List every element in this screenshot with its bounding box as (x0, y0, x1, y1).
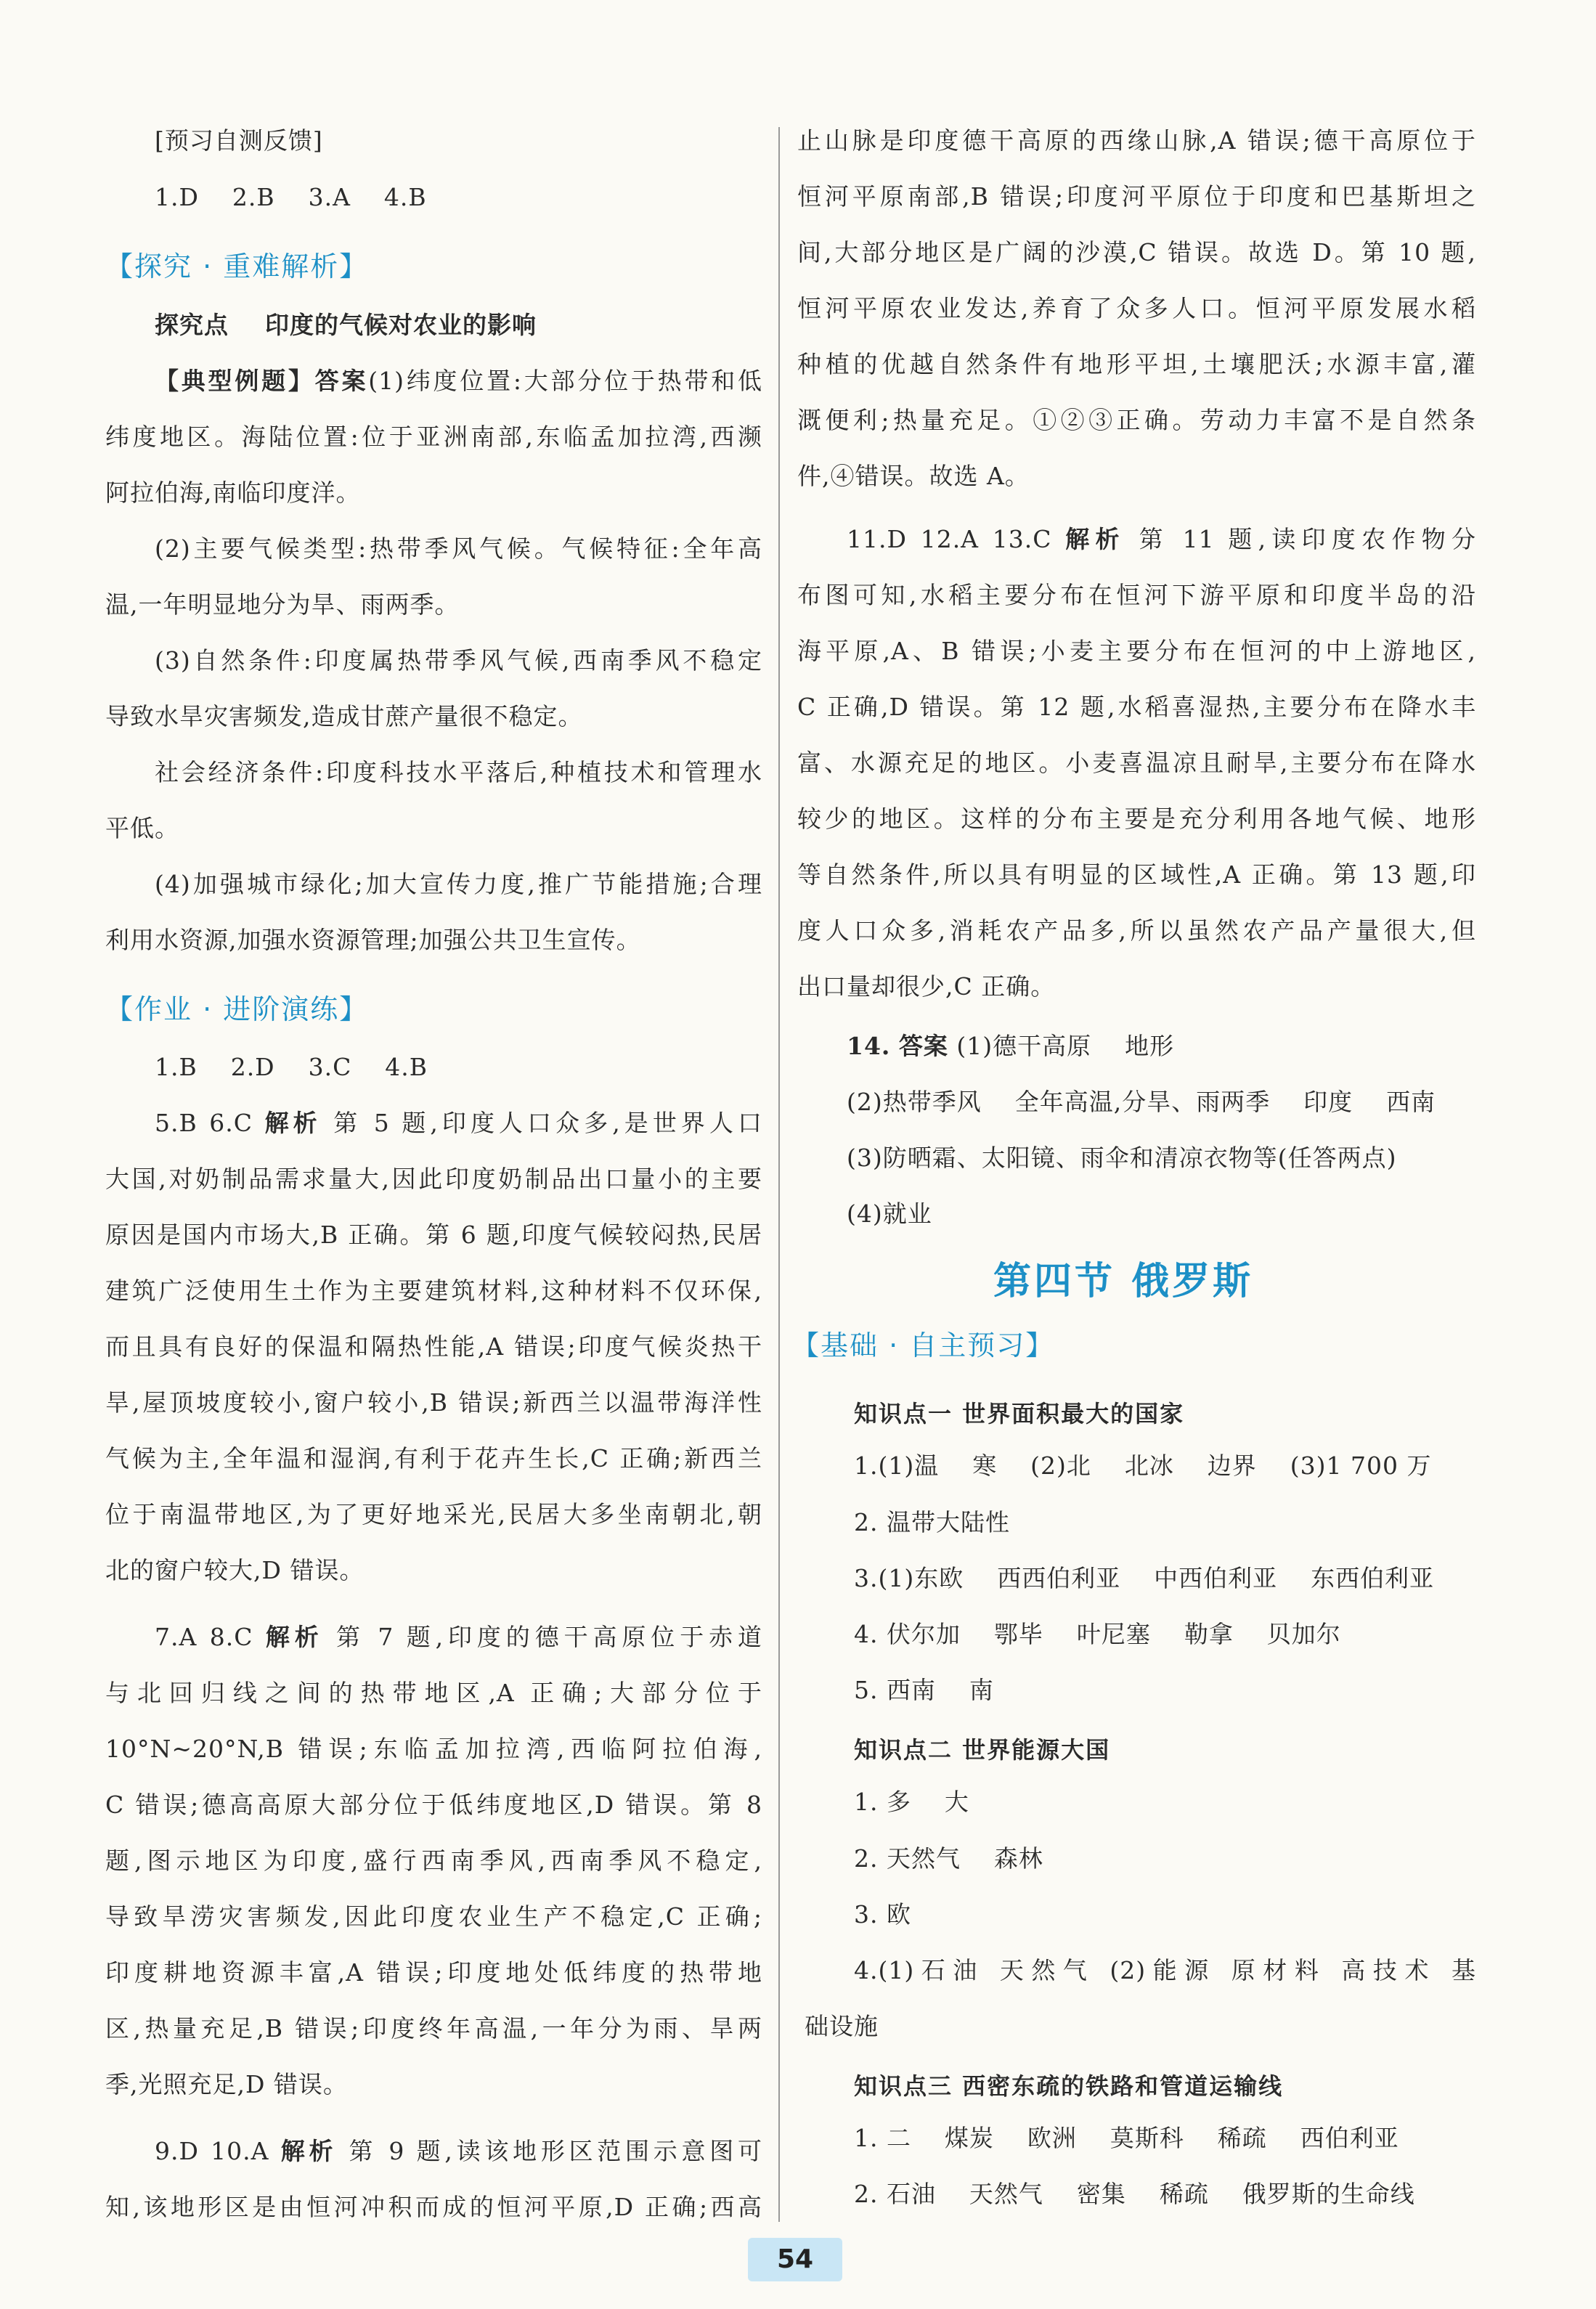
q7-8-line-5: 题,图示地区为印度,盛行西南季风,西南季风不稳定, (105, 1846, 762, 1875)
q7-8-line-4: C 错误;德高高原大部分位于低纬度地区,D 错误。第 8 (105, 1791, 762, 1819)
kp2-item-4: 4.(1)石油 天然气 (2)能源 原材料 高技术 基 (854, 1956, 1476, 1984)
chapter-title: 第四节 俄罗斯 (993, 1260, 1254, 1303)
q7-8-line-3: 10°N~20°N,B 错误;东临孟加拉湾,西临阿拉伯海, (105, 1735, 762, 1763)
knowledge-point-2-title: 知识点二 世界能源大国 (854, 1736, 1111, 1764)
q11-13-line-6: 较少的地区。这样的分布主要是充分利用各地气候、地形 (797, 805, 1476, 833)
example-line-5: 温,一年明显地分为旱、雨两季。 (105, 590, 460, 619)
kp1-item-2: 2. 温带大陆性 (854, 1508, 1010, 1536)
q7-8-line-2: 与北回归线之间的热带地区,A 正确;大部分位于 (105, 1679, 762, 1707)
example-line-8: 社会经济条件:印度科技水平落后,种植技术和管理水 (155, 758, 762, 786)
q9-10-cont-line-7: 件,④错误。故选 A。 (797, 462, 1030, 490)
kp3-item-2: 2. 石油 天然气 密集 稀疏 俄罗斯的生命线 (854, 2180, 1415, 2208)
q9-10-cont-line-4: 恒河平原农业发达,养育了众多人口。恒河平原发展水稻 (797, 294, 1476, 322)
q9-10-cont-line-3: 间,大部分地区是广阔的沙漠,C 错误。故选 D。第 10 题, (797, 238, 1476, 266)
q11-13-line-2: 布图可知,水稻主要分布在恒河下游平原和印度半岛的沿 (797, 581, 1476, 609)
example-line-7: 导致水旱灾害频发,造成甘蔗产量很不稳定。 (105, 702, 583, 730)
q14-line-1: 14. 答案 (1)德干高原 地形 (847, 1032, 1175, 1060)
q5-6-line-5: 而且具有良好的保温和隔热性能,A 错误;印度气候炎热干 (105, 1332, 762, 1361)
homework-answers: 1.B 2.D 3.C 4.B (155, 1053, 428, 1081)
q9-10-cont-line-1: 止山脉是印度德干高原的西缘山脉,A 错误;德干高原位于 (797, 126, 1476, 155)
knowledge-point-3-title: 知识点三 西密东疏的铁路和管道运输线 (854, 2072, 1284, 2100)
explore-point-title: 探究点 印度的气候对农业的影响 (155, 311, 537, 339)
q7-8-line-1: 7.A 8.C 解析 第 7 题,印度的德干高原位于赤道 (155, 1623, 762, 1651)
q11-13-line-1: 11.D 12.A 13.C 解析 第 11 题,读印度农作物分 (847, 525, 1476, 553)
q5-6-line-8: 位于南温带地区,为了更好地采光,民居大多坐南朝北,朝 (105, 1500, 762, 1528)
kp1-item-4: 4. 伏尔加 鄂毕 叶尼塞 勒拿 贝加尔 (854, 1620, 1341, 1648)
q7-8-line-7: 印度耕地资源丰富,A 错误;印度地处低纬度的热带地 (105, 1958, 762, 1987)
q9-10-cont-line-6: 溉便利;热量充足。①②③正确。劳动力丰富不是自然条 (797, 406, 1476, 434)
q11-13-line-7: 等自然条件,所以具有明显的区域性,A 正确。第 13 题,印 (797, 860, 1476, 889)
example-line-2: 纬度地区。海陆位置:位于亚洲南部,东临孟加拉湾,西濒 (105, 423, 762, 451)
q9-10-line-1: 9.D 10.A 解析 第 9 题,读该地形区范围示意图可 (155, 2137, 762, 2165)
q11-13-analysis-label: 解析 (1065, 525, 1125, 553)
column-divider (778, 127, 780, 2222)
example-line-11: 利用水资源,加强水资源管理;加强公共卫生宣传。 (105, 926, 641, 954)
q5-6-line-1: 5.B 6.C 解析 第 5 题,印度人口众多,是世界人口 (155, 1109, 762, 1137)
q7-8-line-6: 导致旱涝灾害频发,因此印度农业生产不稳定,C 正确; (105, 1902, 762, 1931)
q5-6-line-7: 气候为主,全年温和湿润,有利于花卉生长,C 正确;新西兰 (105, 1444, 762, 1473)
section-basic-title: 【基础 · 自主预习】 (791, 1329, 1055, 1361)
example-label: 【典型例题】 (155, 367, 315, 395)
q9-10-analysis-label: 解析 (280, 2137, 338, 2165)
example-line-3: 阿拉伯海,南临印度洋。 (105, 479, 361, 507)
q9-10-line-2: 知,该地形区是由恒河冲积而成的恒河平原,D 正确;西高 (105, 2193, 762, 2221)
kp1-item-5: 5. 西南 南 (854, 1676, 994, 1704)
kp2-item-2: 2. 天然气 森林 (854, 1844, 1043, 1873)
section-explore-title: 【探究 · 重难解析】 (105, 251, 369, 282)
q5-6-line-4: 建筑广泛使用生土作为主要建筑材料,这种材料不仅环保, (105, 1276, 762, 1305)
example-line-4: (2)主要气候类型:热带季风气候。气候特征:全年高 (155, 534, 762, 563)
preview-feedback-header: [预习自测反馈] (155, 126, 323, 155)
q5-6-line-2: 大国,对奶制品需求量大,因此印度奶制品出口量小的主要 (105, 1165, 762, 1193)
q9-10-cont-line-2: 恒河平原南部,B 错误;印度河平原位于印度和巴基斯坦之 (797, 182, 1476, 211)
q14-line-3: (3)防晒霜、太阳镜、雨伞和清凉衣物等(任答两点) (847, 1144, 1397, 1172)
example-answer-label: 答案 (314, 367, 369, 395)
q11-13-line-8: 度人口众多,消耗农产品多,所以虽然农产品产量很大,但 (797, 916, 1476, 945)
q11-13-line-3: 海平原,A、B 错误;小麦主要分布在恒河的中上游地区, (797, 637, 1476, 665)
q14-answer-label: 答案 (898, 1032, 948, 1060)
kp1-item-1: 1.(1)温 寒 (2)北 北冰 边界 (3)1 700 万 (854, 1451, 1432, 1480)
q14-line-4: (4)就业 (847, 1200, 932, 1228)
q11-13-line-9: 出口量却很少,C 正确。 (797, 972, 1056, 1001)
q7-8-line-8: 区,热量充足,B 错误;印度终年高温,一年分为雨、旱两 (105, 2014, 762, 2043)
q7-8-line-9: 季,光照充足,D 错误。 (105, 2070, 348, 2098)
kp2-item-4-cont: 础设施 (805, 2012, 879, 2040)
example-line-9: 平低。 (105, 814, 179, 842)
example-line-10: (4)加强城市绿化;加大宣传力度,推广节能措施;合理 (155, 870, 762, 898)
q5-6-line-6: 旱,屋顶坡度较小,窗户较小,B 错误;新西兰以温带海洋性 (105, 1388, 762, 1417)
q9-10-cont-line-5: 种植的优越自然条件有地形平坦,土壤肥沃;水源丰富,灌 (797, 350, 1476, 378)
kp2-item-3: 3. 欧 (854, 1900, 911, 1929)
example-line-6: (3)自然条件:印度属热带季风气候,西南季风不稳定 (155, 646, 762, 675)
knowledge-point-1-title: 知识点一 世界面积最大的国家 (854, 1400, 1185, 1428)
section-homework-title: 【作业 · 进阶演练】 (105, 993, 369, 1025)
q14-line-2: (2)热带季风 全年高温,分旱、雨两季 印度 西南 (847, 1088, 1436, 1116)
q7-8-analysis-label: 解析 (265, 1623, 324, 1651)
preview-answers: 1.D 2.B 3.A 4.B (155, 183, 427, 211)
q5-6-analysis-label: 解析 (264, 1109, 322, 1137)
q11-13-line-4: C 正确,D 错误。第 12 题,水稻喜湿热,主要分布在降水丰 (797, 693, 1476, 721)
kp3-item-1: 1. 二 煤炭 欧洲 莫斯科 稀疏 西伯利亚 (854, 2124, 1399, 2152)
kp1-item-3: 3.(1)东欧 西西伯利亚 中西伯利亚 东西伯利亚 (854, 1564, 1435, 1592)
kp2-item-1: 1. 多 大 (854, 1788, 969, 1816)
q5-6-line-9: 北的窗户较大,D 错误。 (105, 1556, 365, 1584)
page-number: 54 (748, 2238, 842, 2281)
q11-13-line-5: 富、水源充足的地区。小麦喜温凉且耐旱,主要分布在降水 (797, 749, 1476, 777)
q5-6-line-3: 原因是国内市场大,B 正确。第 6 题,印度气候较闷热,民居 (105, 1221, 762, 1249)
example-line-1: 【典型例题】答案(1)纬度位置:大部分位于热带和低 (155, 367, 762, 395)
